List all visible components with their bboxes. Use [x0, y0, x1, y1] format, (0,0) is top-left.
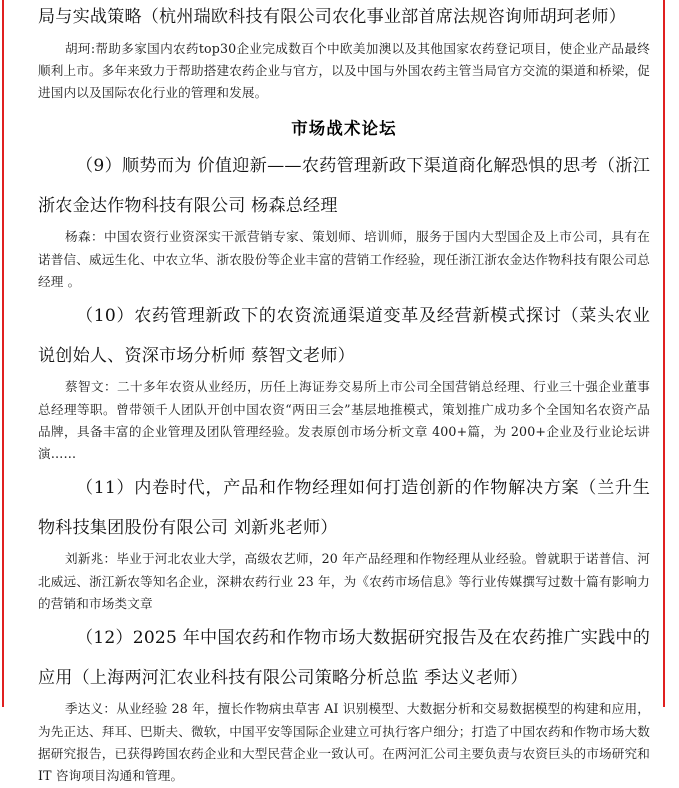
left-margin-rule	[2, 0, 4, 707]
carryover-entry-title: 局与实战策略（杭州瑞欧科技有限公司农化事业部首席法规咨询师胡珂老师）	[38, 7, 626, 27]
page-content	[38, 0, 650, 788]
agenda-item-9-title: （9）顺势而为 价值迎新——农药管理新政下渠道商化解恐惧的思考（浙江浙农金达作物科技有限公司 杨森总经理	[38, 156, 650, 216]
carryover-speaker-bio: 胡珂:帮助多家国内农药top30企业完成数百个中欧美加澳以及其他国家农药登记项目，使企业产品最终顺利上市。多年来致力于帮助搭建农药企业与官方，以及中国与外国农药主管当局官方交流的渠道和桥梁，促进国内以及国际农化行业的管理和发展。	[38, 40, 650, 101]
right-margin-rule	[663, 0, 665, 707]
agenda-item-12-title: （12）2025 年中国农药和作物市场大数据研究报告及在农药推广实践中的应用（上海两河汇农业科技有限公司策略分析总监 季达义老师）	[38, 628, 650, 688]
agenda-item-10-speaker-bio: 蔡智文：二十多年农资从业经历，历任上海证券交易所上市公司全国营销总经理、行业三十强企业董事总经理等职。曾带领千人团队开创中国农资“两田三会”基层地推模式，策划推广成功多个全国知名农资产品品牌，具备丰富的企业管理及团队管理经验。发表原创市场分析文章 400+篇，为 200+企业及行业论坛讲演……	[38, 379, 650, 462]
agenda-item-11-title: （11）内卷时代，产品和作物经理如何打造创新的作物解决方案（兰升生物科技集团股份有限公司 刘新兆老师）	[38, 478, 650, 538]
agenda-item-12-speaker-bio: 季达义：从业经验 28 年，擅长作物病虫草害 AI 识别模型、大数据分析和交易数据模型的构建和应用，为先正达、拜耳、巴斯夫、微软，中国平安等国际企业建立可执行客户细分；打造了中国农药和作物市场大数据研究报告，已获得跨国农药企业和大型民营企业一致认可。在两河汇公司主要负责与农资巨头的市场研究和 IT 咨询项目沟通和管理。	[38, 701, 650, 784]
spacer	[38, 104, 650, 111]
section-heading-market-tactics-forum: 市场战术论坛	[291, 119, 397, 139]
agenda-item-11-speaker-bio: 刘新兆：毕业于河北农业大学，高级农艺师，20 年产品经理和作物经理从业经验。曾就职于诺普信、河北威远、浙江新农等知名企业，深耕农药行业 23 年，为《农药市场信息》等行业传媒撰写过数十篇有影响力的营销和市场类文章	[38, 551, 650, 612]
agenda-item-10-title: （10）农药管理新政下的农资流通渠道变革及经营新模式探讨（菜头农业说创始人、资深市场分析师 蔡智文老师）	[38, 306, 650, 366]
agenda-item-9-speaker-bio: 杨森：中国农资行业资深实干派营销专家、策划师、培训师，服务于国内大型国企及上市公司，具有在诺普信、威远生化、中农立华、浙农股份等企业丰富的营销工作经验，现任浙江浙农金达作物科技有限公司总经理 。	[38, 229, 650, 289]
